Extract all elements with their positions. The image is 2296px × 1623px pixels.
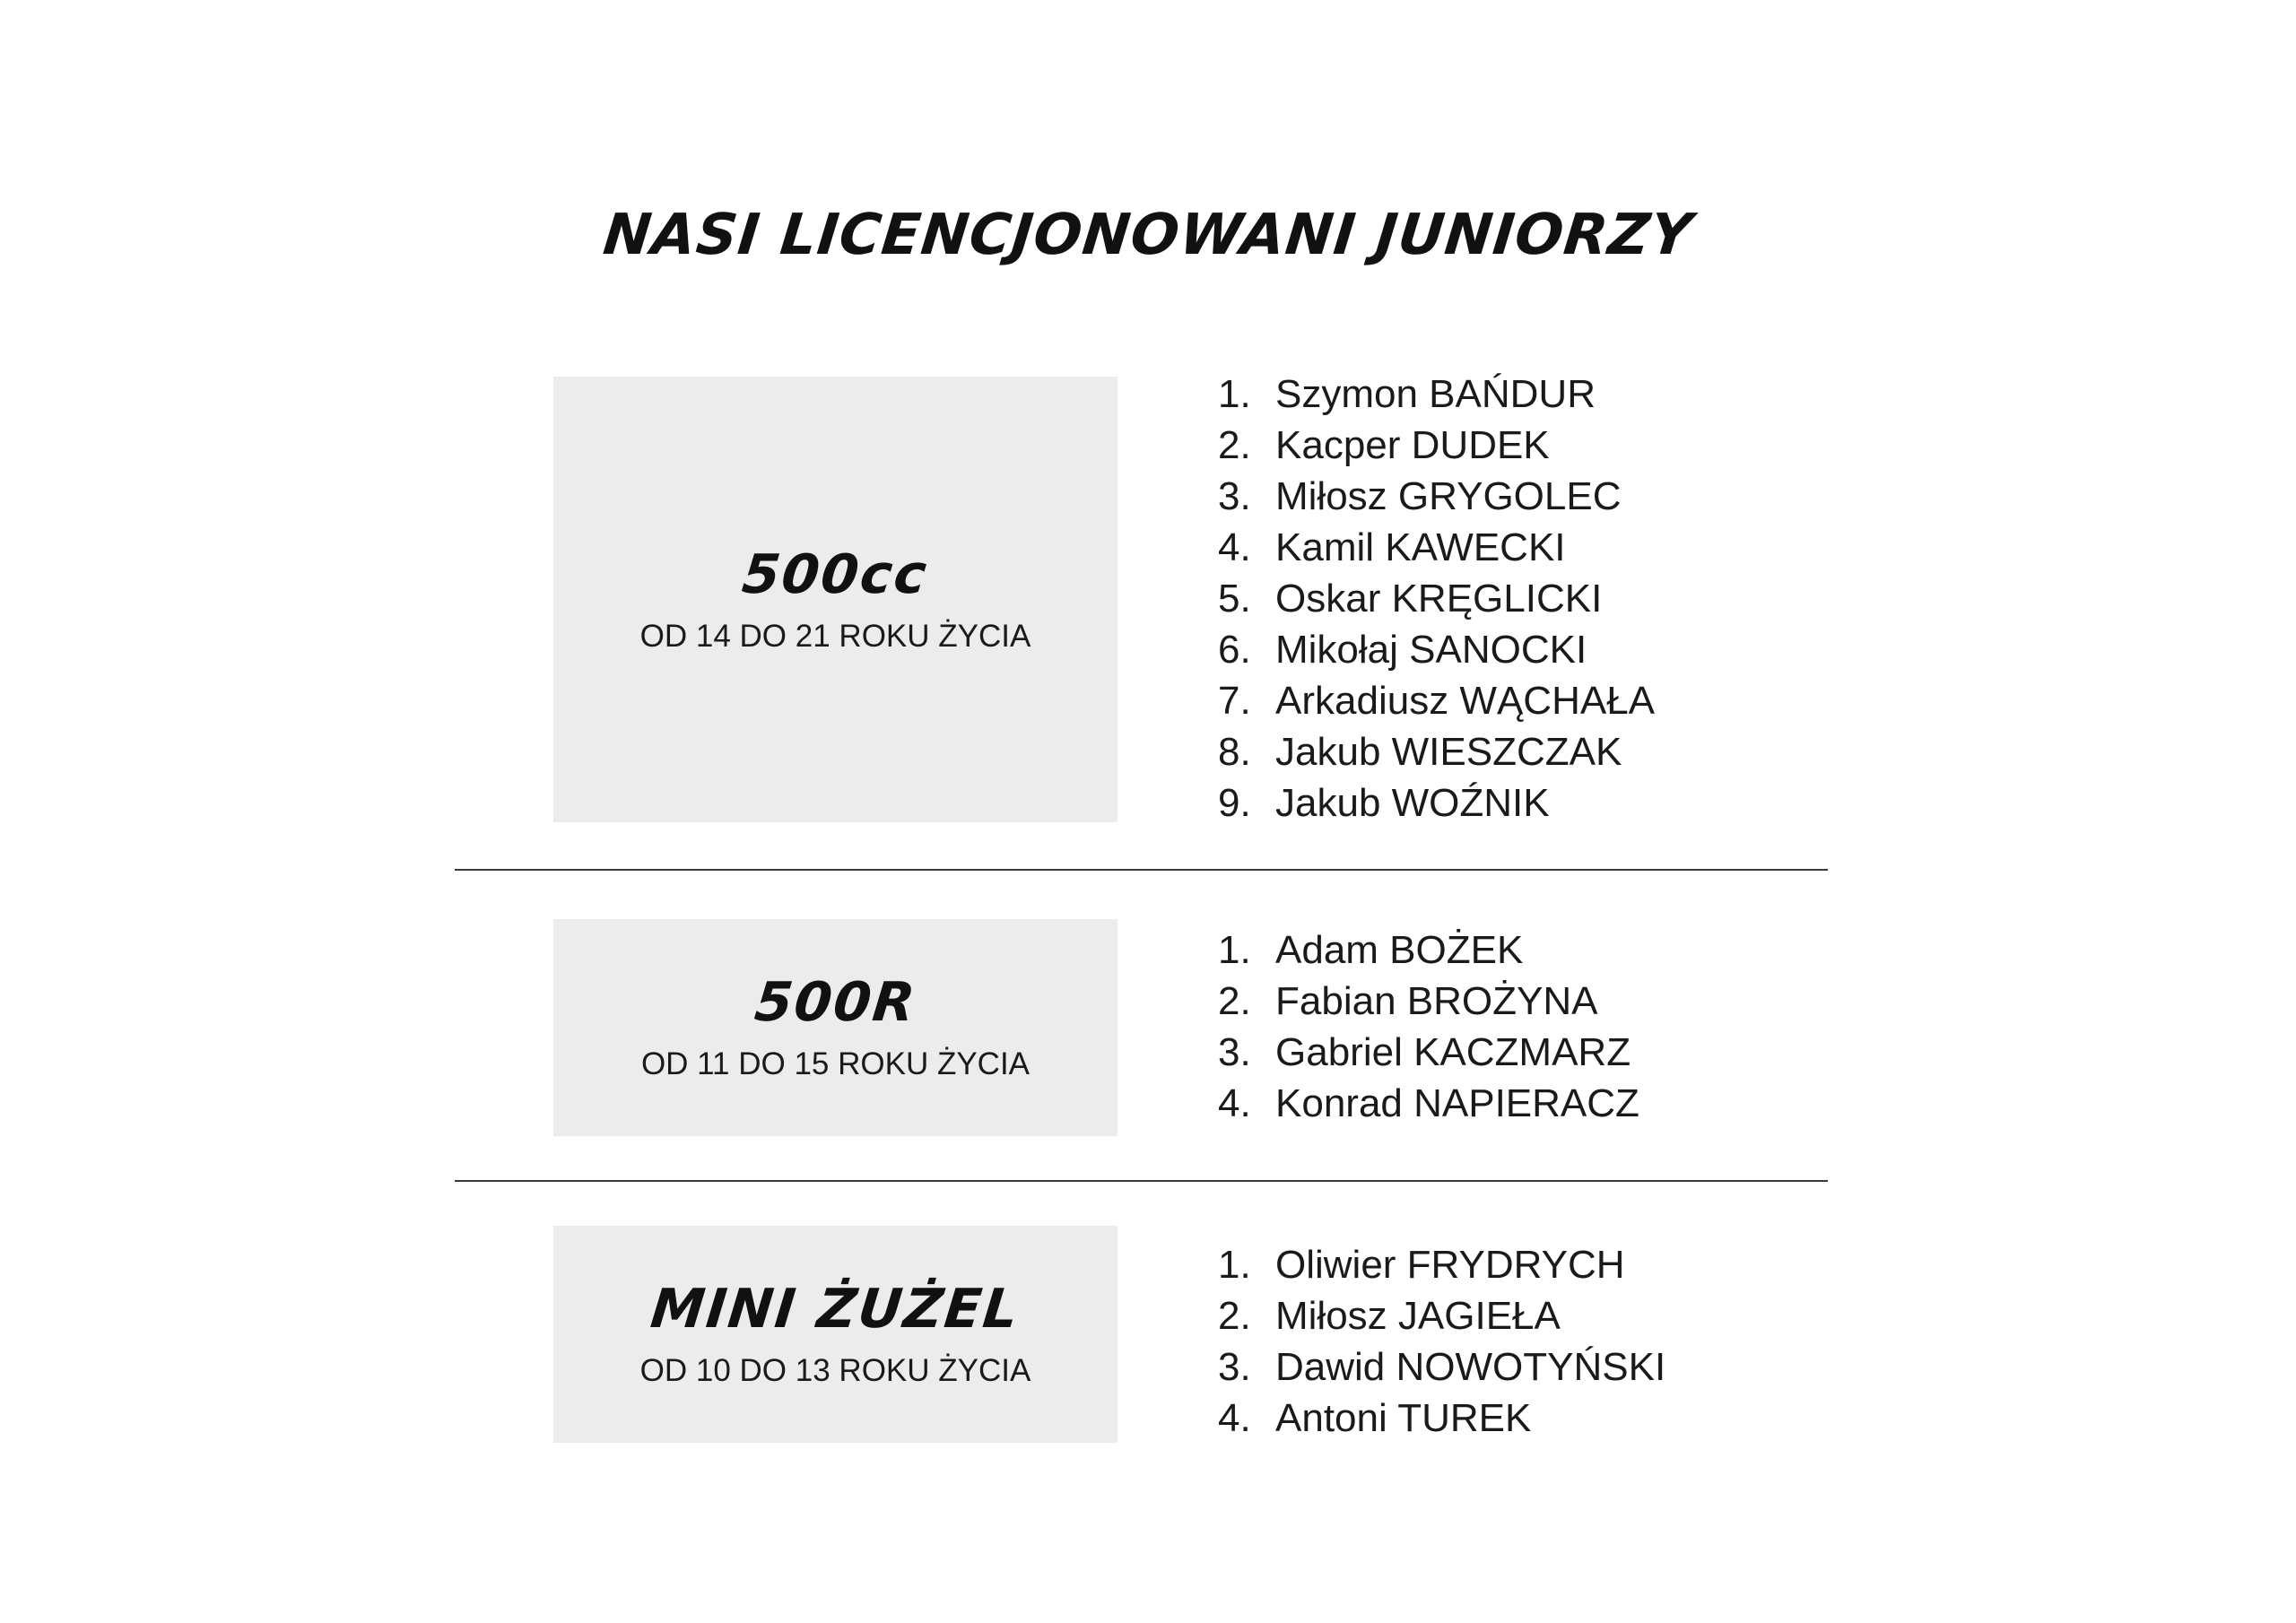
rider-name: Adam BOŻEK <box>1275 928 1524 972</box>
list-number: 7. <box>1218 679 1251 723</box>
rider-name: Konrad NAPIERACZ <box>1275 1081 1639 1125</box>
list-number: 3. <box>1218 1345 1251 1389</box>
list-item <box>1218 624 1655 675</box>
list-item <box>1218 924 1639 976</box>
list-item <box>1218 1027 1639 1078</box>
rider-list-500r <box>1218 924 1639 1129</box>
list-item <box>1218 777 1655 829</box>
category-name: 500cc <box>739 542 932 606</box>
rider-name: Kamil KAWECKI <box>1275 525 1566 569</box>
rider-name: Arkadiusz WĄCHAŁA <box>1275 679 1656 723</box>
list-item <box>1218 471 1655 522</box>
category-box-500r <box>553 919 1118 1136</box>
rider-name: Mikołaj SANOCKI <box>1275 628 1587 672</box>
list-item <box>1218 976 1639 1027</box>
category-name: MINI ŻUŻEL <box>648 1278 1023 1341</box>
list-number: 3. <box>1218 474 1251 518</box>
category-age-range: OD 11 DO 15 ROKU ŻYCIA <box>640 1046 1031 1081</box>
section-divider <box>455 869 1828 871</box>
rider-name: Miłosz JAGIEŁA <box>1275 1294 1561 1338</box>
list-number: 5. <box>1218 577 1251 621</box>
list-item <box>1218 369 1655 420</box>
list-item <box>1218 726 1655 777</box>
list-number: 8. <box>1218 730 1251 774</box>
list-item <box>1218 522 1655 573</box>
list-number: 3. <box>1218 1030 1251 1074</box>
rider-list-mini-zuzel <box>1218 1239 1665 1444</box>
list-item <box>1218 1341 1665 1393</box>
list-item <box>1218 420 1655 471</box>
category-box-500cc <box>553 377 1118 822</box>
list-number: 9. <box>1218 781 1251 825</box>
rider-name: Oliwier FRYDRYCH <box>1275 1243 1625 1287</box>
rider-name: Fabian BROŻYNA <box>1275 979 1598 1023</box>
category-age-range: OD 10 DO 13 ROKU ŻYCIA <box>639 1353 1031 1388</box>
rider-list-500cc <box>1218 369 1655 829</box>
category-name: 500R <box>752 971 919 1034</box>
section-divider <box>455 1180 1828 1182</box>
list-number: 4. <box>1218 1081 1251 1125</box>
category-box-mini-zuzel <box>553 1226 1118 1443</box>
rider-name: Gabriel KACZMARZ <box>1275 1030 1631 1074</box>
rider-name: Jakub WIESZCZAK <box>1275 730 1622 774</box>
list-item <box>1218 1239 1665 1290</box>
list-number: 2. <box>1218 1294 1251 1338</box>
list-item <box>1218 573 1655 624</box>
rider-name: Jakub WOŹNIK <box>1275 781 1550 825</box>
list-item <box>1218 1393 1665 1444</box>
list-number: 1. <box>1218 1243 1251 1287</box>
category-age-range: OD 14 DO 21 ROKU ŻYCIA <box>639 618 1031 654</box>
list-item <box>1218 1078 1639 1129</box>
list-item <box>1218 1290 1665 1341</box>
list-number: 4. <box>1218 1396 1251 1440</box>
rider-name: Oskar KRĘGLICKI <box>1275 577 1603 621</box>
rider-name: Szymon BAŃDUR <box>1275 372 1596 416</box>
list-number: 1. <box>1218 372 1251 416</box>
list-number: 2. <box>1218 423 1251 467</box>
rider-name: Antoni TUREK <box>1275 1396 1532 1440</box>
rider-name: Miłosz GRYGOLEC <box>1275 474 1622 518</box>
list-item <box>1218 675 1655 726</box>
list-number: 6. <box>1218 628 1251 672</box>
rider-name: Dawid NOWOTYŃSKI <box>1275 1345 1666 1389</box>
rider-name: Kacper DUDEK <box>1275 423 1550 467</box>
page-title: NASI LICENCJONOWANI JUNIORZY <box>600 202 1696 267</box>
list-number: 1. <box>1218 928 1251 972</box>
list-number: 2. <box>1218 979 1251 1023</box>
list-number: 4. <box>1218 525 1251 569</box>
